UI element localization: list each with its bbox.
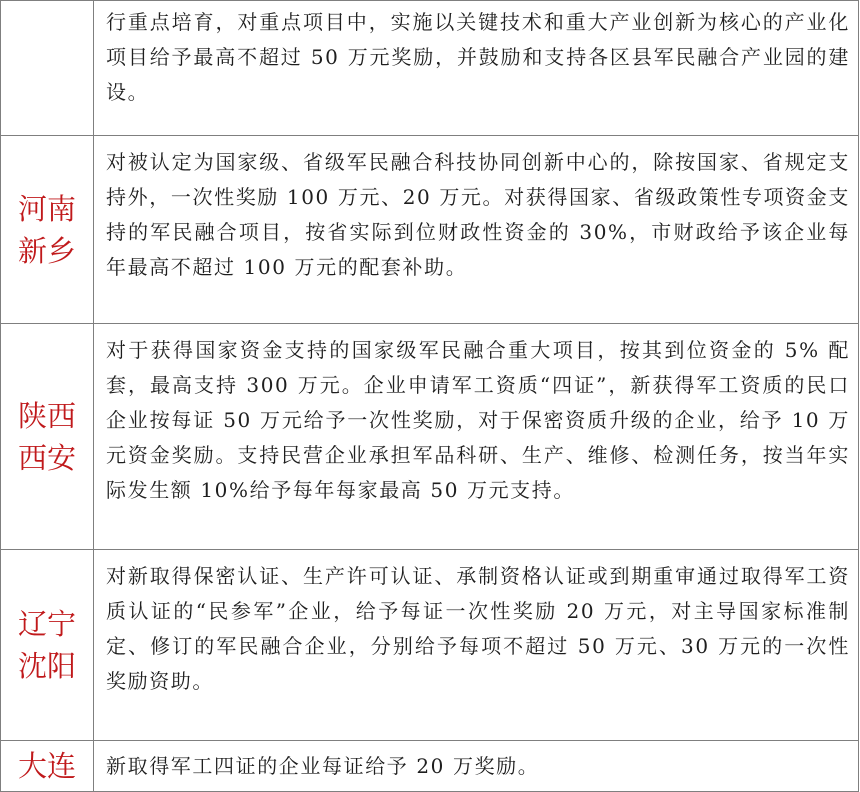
- policy-text: 对被认定为国家级、省级军民融合科技协同创新中心的，除按国家、省规定支持外，一次性奖励 100 万元、20 万元。对获得国家、省级政策性专项资金支持的军民融合项目，按省实际到位财政性资金的 30%，市财政给予该企业每年最高不超过 100 万元的配套补助。: [94, 136, 859, 324]
- region-name-line2: 西安: [17, 440, 76, 475]
- policy-text: 行重点培育，对重点项目中，实施以关键技术和重大产业创新为核心的产业化项目给予最高不超过 50 万元奖励，并鼓励和支持各区县军民融合产业园的建设。: [94, 1, 859, 136]
- region-name-line2: 新乡: [17, 233, 76, 268]
- region-cell: [1, 324, 94, 550]
- table-row: [1, 136, 859, 324]
- region-cell: [1, 741, 94, 792]
- region-cell: [1, 136, 94, 324]
- table-row: [1, 741, 859, 792]
- region-name-line1: 河南: [17, 191, 76, 226]
- region-name-line1: 辽宁: [17, 607, 76, 641]
- region-name-line1: 陕西: [17, 398, 76, 433]
- policy-text: 对于获得国家资金支持的国家级军民融合重大项目，按其到位资金的 5% 配套，最高支持 300 万元。企业申请军工资质“四证”，新获得军工资质的民口企业按每证 50 万元给予一次性奖励，对于保密资质升级的企业，给予 10 万元资金奖励。支持民营企业承担军品科研、生产、维修、检测任务，按当年实际发生额 10%给予每年每家最高 50 万元支持。: [94, 324, 859, 550]
- policy-text: 新取得军工四证的企业每证给予 20 万奖励。: [94, 741, 859, 792]
- region-name-line2: 沈阳: [17, 649, 76, 683]
- region-cell: [1, 1, 94, 136]
- region-cell: [1, 550, 94, 741]
- table-row: [1, 550, 859, 741]
- policy-text: 对新取得保密认证、生产许可认证、承制资格认证或到期重审通过取得军工资质认证的“民参军”企业，给予每证一次性奖励 20 万元，对主导国家标准制定、修订的军民融合企业，分别给予每项不超过 50 万元、30 万元的一次性奖励资助。: [94, 550, 859, 741]
- table-row: [1, 324, 859, 550]
- region-name-line1: 大连: [17, 749, 76, 783]
- table-row: [1, 1, 859, 136]
